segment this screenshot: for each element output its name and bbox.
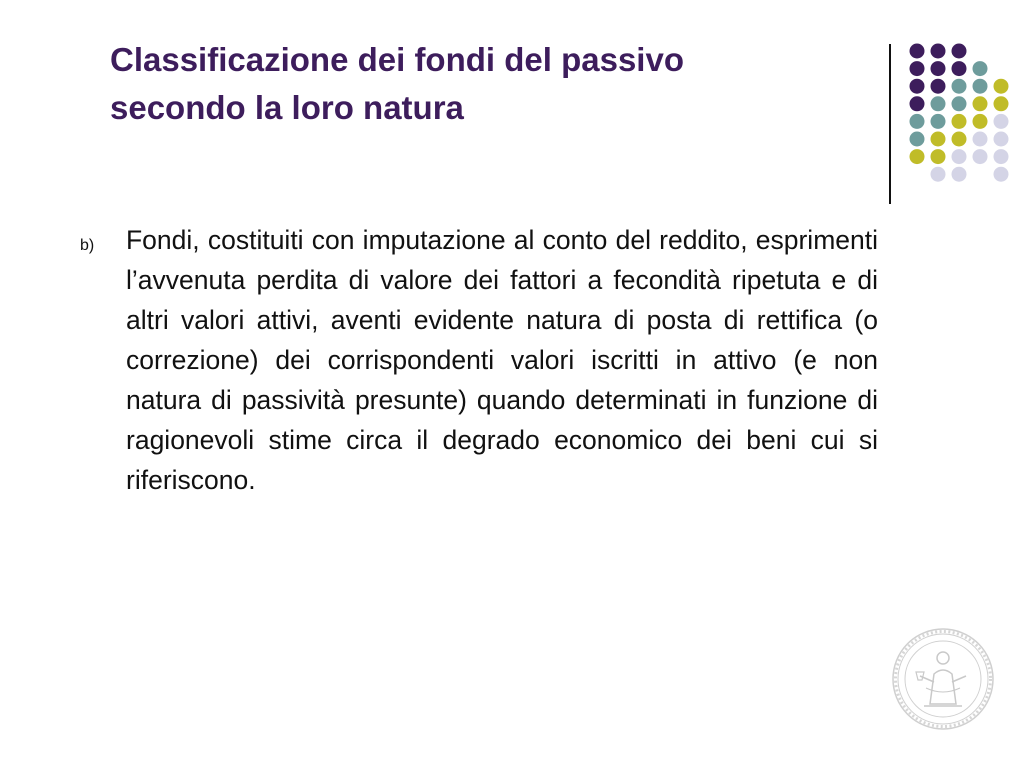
decorative-dot [952,96,967,111]
decorative-dot [910,44,925,59]
decorative-dot [973,149,988,164]
decorative-dot [931,96,946,111]
decorative-dot [952,149,967,164]
list-item-marker: b) [80,237,95,254]
decorative-dot-grid [908,42,1012,186]
decorative-dot [910,61,925,76]
decorative-dot [931,167,946,182]
decorative-dot [952,114,967,129]
decorative-dot [931,132,946,147]
decorative-dot [973,79,988,94]
decorative-dot [910,132,925,147]
decorative-dot [973,61,988,76]
decorative-dot [994,149,1009,164]
decorative-dot [994,79,1009,94]
university-seal-icon [890,626,996,732]
vertical-divider [889,44,891,204]
decorative-dot [994,167,1009,182]
decorative-dot [931,79,946,94]
decorative-dot [994,132,1009,147]
decorative-dot [910,149,925,164]
slide-title [110,36,850,132]
decorative-dot [931,149,946,164]
decorative-dot [931,61,946,76]
decorative-dot [973,114,988,129]
decorative-dot [952,167,967,182]
decorative-dot [910,79,925,94]
decorative-dot [973,132,988,147]
decorative-dot [952,132,967,147]
list-item-text: Fondi, costituiti con imputazione al conto del reddito, esprimenti l’avvenuta perdita di valore dei fattori a fecondità ripetuta e di altri valori attivi, aventi evidente natura di posta di rettifica (o correzione) dei corrispondenti valori iscritti in attivo (e non natura di passività presunte) quando determinati in funzione di ragionevoli stime circa il degrado economico dei beni cui si riferiscono. [126,225,878,495]
decorative-dot [973,96,988,111]
decorative-dot [910,96,925,111]
decorative-dot [931,114,946,129]
decorative-dot [994,114,1009,129]
decorative-dot [994,96,1009,111]
decorative-dot [931,44,946,59]
slide-title-line-2: secondo la loro natura [110,89,464,126]
slide-title-line-1: Classificazione dei fondi del passivo [110,41,684,78]
decorative-dot [952,79,967,94]
decorative-dot [910,114,925,129]
decorative-dot [952,61,967,76]
decorative-dot [952,44,967,59]
